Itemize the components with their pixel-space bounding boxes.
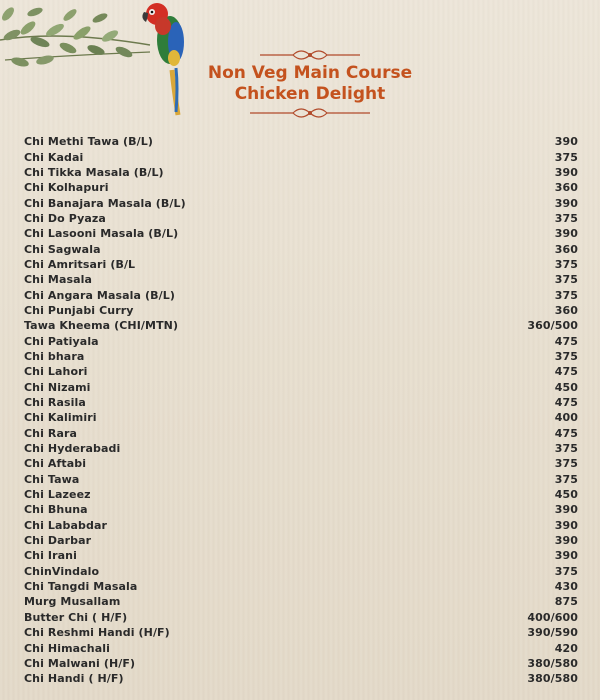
- menu-item-price: 375: [554, 150, 578, 164]
- menu-item: [24, 349, 578, 364]
- menu-item-price: 360: [554, 181, 578, 195]
- menu-item-price: 375: [554, 564, 578, 578]
- menu-item: [24, 579, 578, 594]
- menu-item-name: Chi Lahori: [24, 365, 88, 379]
- menu-item-name: Chi bhara: [24, 349, 85, 363]
- menu-item: [24, 594, 578, 609]
- menu-item-price: 390: [554, 518, 578, 532]
- menu-item-price: 360: [554, 242, 578, 256]
- menu-item: [24, 548, 578, 563]
- menu-item-price: 390: [554, 165, 578, 179]
- menu-item-price: 430: [554, 580, 578, 594]
- bottom-flourish-icon: [245, 105, 375, 121]
- menu-item: [24, 180, 578, 195]
- menu-item-name: Chi Himachali: [24, 641, 110, 655]
- menu-item-name: Chi Angara Masala (B/L): [24, 288, 175, 302]
- menu-item-price: 375: [554, 442, 578, 456]
- menu-item-name: Chi Hyderabadi: [24, 442, 121, 456]
- menu-item-name: Chi Kadai: [24, 150, 84, 164]
- menu-item: [24, 318, 578, 333]
- menu-item-price: 375: [554, 257, 578, 271]
- menu-item-price: 390: [554, 135, 578, 149]
- menu-item-name: Chi Lababdar: [24, 518, 108, 532]
- menu-item: [24, 226, 578, 241]
- menu-item: [24, 610, 578, 625]
- menu-item-name: ChinVindalo: [24, 564, 100, 578]
- menu-item: [24, 625, 578, 640]
- menu-item-price: 450: [554, 488, 578, 502]
- menu-item-name: Chi Amritsari (B/L: [24, 257, 136, 271]
- menu-item-name: Chi Kalimiri: [24, 411, 97, 425]
- menu-item-price: 375: [554, 273, 578, 287]
- menu-item-name: Chi Aftabi: [24, 457, 87, 471]
- menu-item: [24, 502, 578, 517]
- menu-item-price: 400/600: [527, 610, 578, 624]
- top-flourish-icon: [255, 47, 365, 63]
- menu-item-name: Chi Tangdi Masala: [24, 580, 138, 594]
- menu-item-name: Chi Lasooni Masala (B/L): [24, 227, 179, 241]
- menu-item-price: 380/580: [527, 672, 578, 686]
- menu-item-price: 390: [554, 503, 578, 517]
- menu-item: [24, 472, 578, 487]
- menu-item-price: 450: [554, 380, 578, 394]
- menu-item: [24, 426, 578, 441]
- menu-item-name: Chi Tawa: [24, 472, 80, 486]
- menu-item: [24, 134, 578, 149]
- menu-item-price: 360: [554, 303, 578, 317]
- menu-item: [24, 272, 578, 287]
- menu-item: [24, 303, 578, 318]
- menu-item-name: Murg Musallam: [24, 595, 121, 609]
- menu-item-name: Chi Sagwala: [24, 242, 101, 256]
- menu-item: [24, 441, 578, 456]
- menu-item-price: 875: [554, 595, 578, 609]
- menu-item: [24, 149, 578, 164]
- menu-item: [24, 364, 578, 379]
- menu-item-name: Chi Patiyala: [24, 334, 99, 348]
- menu-item-price: 420: [554, 641, 578, 655]
- menu-item-price: 380/580: [527, 656, 578, 670]
- menu-item-name: Chi Do Pyaza: [24, 211, 106, 225]
- menu-item-price: 375: [554, 288, 578, 302]
- menu-item: [24, 287, 578, 302]
- menu-item-price: 390: [554, 549, 578, 563]
- menu-item-name: Chi Kolhapuri: [24, 181, 109, 195]
- menu-item: [24, 410, 578, 425]
- menu-item: [24, 487, 578, 502]
- parrot-icon: [142, 3, 184, 115]
- menu-list: [24, 134, 578, 686]
- menu-item-price: 390: [554, 196, 578, 210]
- menu-item-price: 475: [554, 396, 578, 410]
- menu-item: [24, 241, 578, 256]
- menu-item-price: 375: [554, 457, 578, 471]
- menu-item-price: 390: [554, 534, 578, 548]
- menu-item: [24, 257, 578, 272]
- menu-item-price: 390/590: [527, 626, 578, 640]
- menu-item-name: Chi Rara: [24, 426, 78, 440]
- page-subtitle: Chicken Delight: [234, 84, 386, 104]
- leaf-branch-icon: [0, 5, 150, 68]
- menu-item: [24, 195, 578, 210]
- menu-item-price: 375: [554, 349, 578, 363]
- menu-item-price: 400: [554, 411, 578, 425]
- menu-item: [24, 656, 578, 671]
- menu-item-name: Chi Irani: [24, 549, 77, 563]
- menu-item: [24, 456, 578, 471]
- menu-item-name: Chi Punjabi Curry: [24, 303, 134, 317]
- menu-item-name: Chi Nizami: [24, 380, 91, 394]
- menu-item: [24, 518, 578, 533]
- menu-item-name: Chi Malwani (H/F): [24, 656, 136, 670]
- menu-item-price: 475: [554, 334, 578, 348]
- menu-item-name: Chi Masala: [24, 273, 93, 287]
- menu-item-name: Chi Banajara Masala (B/L): [24, 196, 186, 210]
- menu-item: [24, 533, 578, 548]
- menu-item-name: Butter Chi ( H/F): [24, 610, 128, 624]
- menu-item: [24, 165, 578, 180]
- menu-item: [24, 640, 578, 655]
- menu-item-price: 360/500: [527, 319, 578, 333]
- menu-item: [24, 211, 578, 226]
- menu-item: [24, 333, 578, 348]
- menu-item-name: Chi Darbar: [24, 534, 92, 548]
- menu-item-name: Tawa Kheema (CHI/MTN): [24, 319, 179, 333]
- menu-item-name: Chi Methi Tawa (B/L): [24, 135, 153, 149]
- menu-item-price: 390: [554, 227, 578, 241]
- menu-item-name: Chi Tikka Masala (B/L): [24, 165, 164, 179]
- menu-item-name: Chi Bhuna: [24, 503, 88, 517]
- menu-item: [24, 395, 578, 410]
- menu-item-price: 375: [554, 211, 578, 225]
- menu-item-price: 475: [554, 426, 578, 440]
- menu-item-name: Chi Rasila: [24, 396, 86, 410]
- menu-header: [190, 47, 430, 121]
- menu-item: [24, 564, 578, 579]
- menu-item: [24, 380, 578, 395]
- menu-item-price: 375: [554, 472, 578, 486]
- menu-item: [24, 671, 578, 686]
- leaf-branch-decoration: [0, 0, 200, 120]
- menu-item-name: Chi Lazeez: [24, 488, 91, 502]
- page-title: Non Veg Main Course: [207, 63, 413, 83]
- menu-item-price: 475: [554, 365, 578, 379]
- menu-item-name: Chi Handi ( H/F): [24, 672, 124, 686]
- menu-item-name: Chi Reshmi Handi (H/F): [24, 626, 170, 640]
